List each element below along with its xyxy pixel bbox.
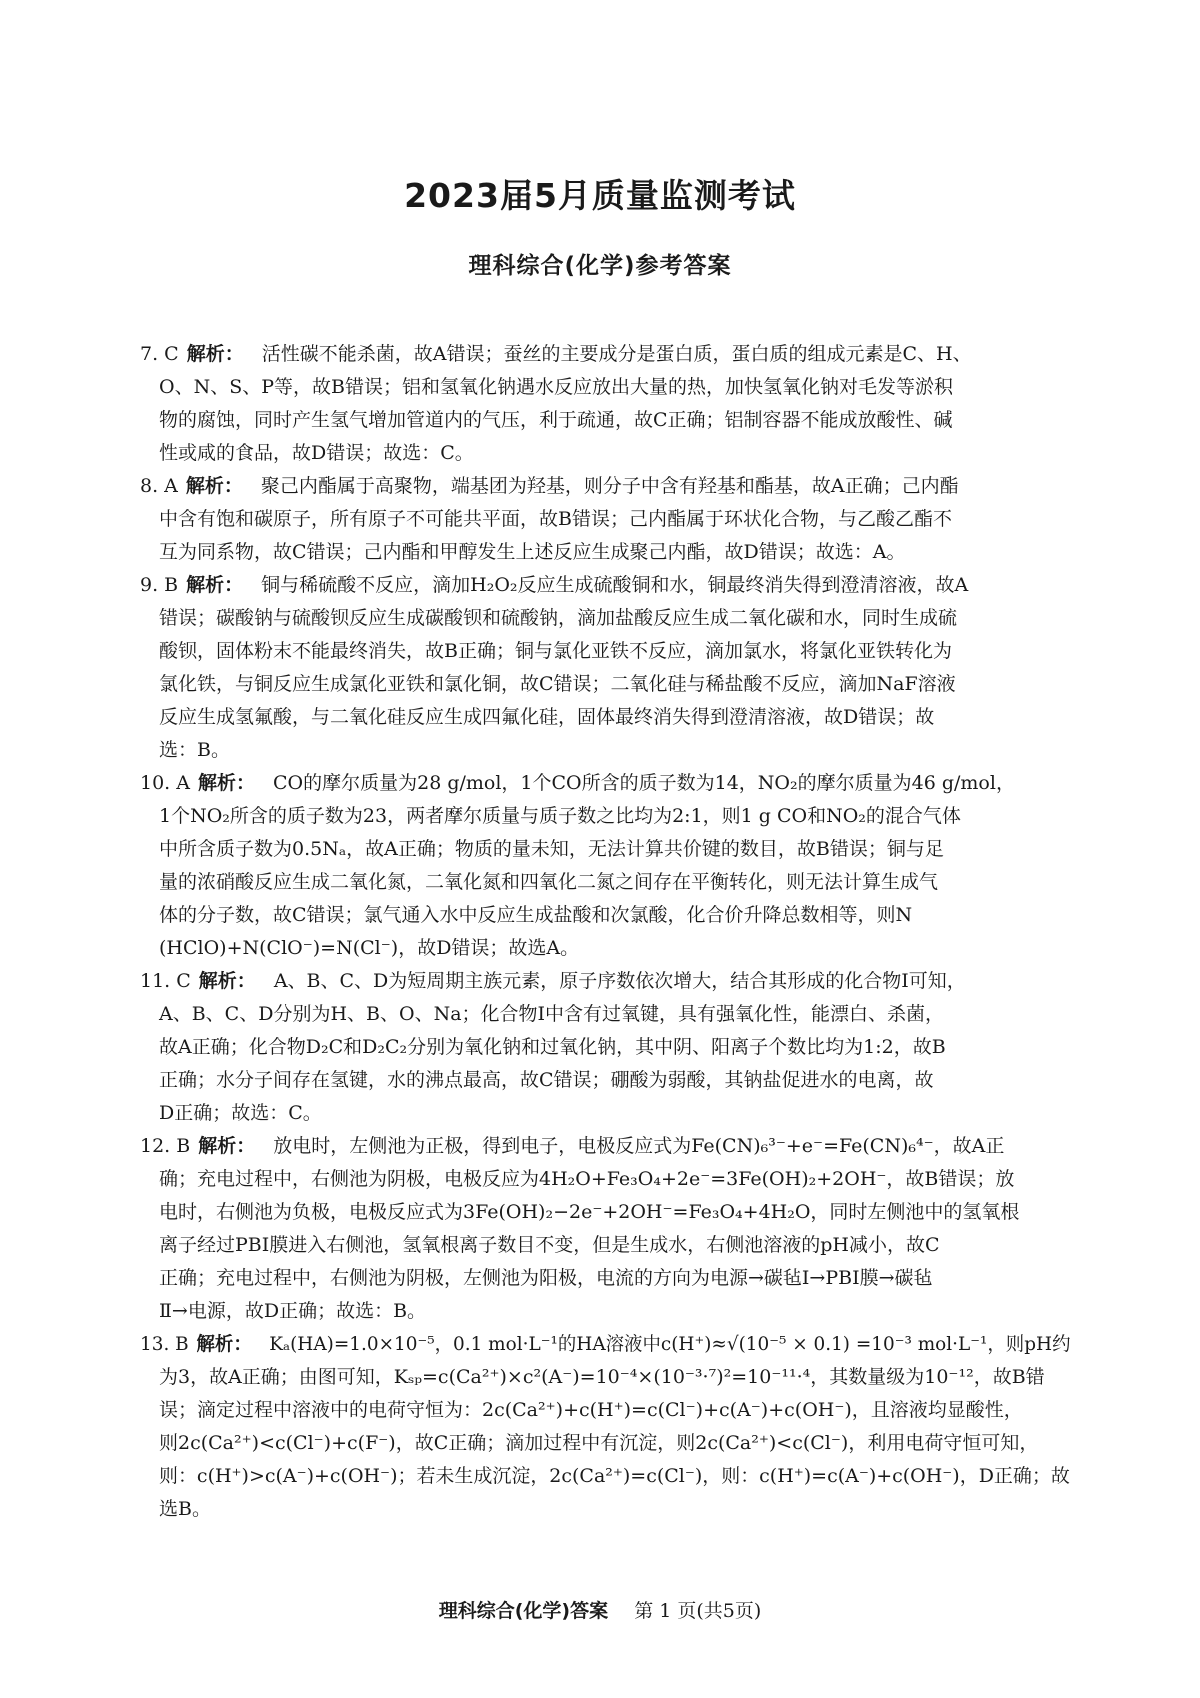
- answer-text: 确；充电过程中，右侧池为阴极，电极反应为4H₂O+Fe₃O₄+2e⁻=3Fe(OH)₂+2OH⁻，故B错误；放: [159, 1168, 1015, 1190]
- answer-line: [140, 404, 1070, 437]
- answer-text: Kₐ(HA)=1.0×10⁻⁵，0.1 mol·L⁻¹的HA溶液中c(H⁺)≈√(10⁻⁵ × 0.1) =10⁻³ mol·L⁻¹，则pH约: [269, 1333, 1071, 1355]
- answer-number: 13. B: [140, 1333, 189, 1355]
- answer-item: [140, 470, 1070, 569]
- answer-line: [140, 569, 1070, 602]
- analysis-label: 解析：: [196, 1333, 252, 1355]
- answer-item: [140, 767, 1070, 965]
- analysis-label: 解析：: [186, 574, 244, 596]
- answer-line: [140, 1262, 1070, 1295]
- answer-line: [140, 800, 1070, 833]
- answer-line: [140, 1361, 1070, 1394]
- answer-text: (HClO)+N(ClO⁻)=N(Cl⁻)，故D错误；故选A。: [159, 937, 580, 959]
- answer-line: [140, 635, 1070, 668]
- answer-text: 正确；水分子间存在氢键，水的沸点最高，故C错误；硼酸为弱酸，其钠盐促进水的电离，故: [159, 1069, 934, 1091]
- analysis-label: 解析：: [186, 343, 244, 365]
- footer-page-number: 第 1 页(共5页): [634, 1600, 762, 1622]
- answer-text: 铜与稀硫酸不反应，滴加H₂O₂反应生成硫酸铜和水，铜最终消失得到澄清溶液，故A: [261, 574, 969, 596]
- answer-text: 错误；碳酸钠与硫酸钡反应生成碳酸钡和硫酸钠，滴加盐酸反应生成二氧化碳和水，同时生成硫: [159, 607, 958, 629]
- answer-line: [140, 767, 1070, 800]
- answer-text: Ⅱ→电源，故D正确；故选：B。: [159, 1300, 427, 1322]
- answer-text: 则2c(Ca²⁺)<c(Cl⁻)+c(F⁻)，故C正确；滴加过程中有沉淀，则2c(Ca²⁺)<c(Cl⁻)，利用电荷守恒可知，: [159, 1432, 1039, 1454]
- answer-text: 反应生成氢氟酸，与二氧化硅反应生成四氟化硅，固体最终消失得到澄清溶液，故D错误；故: [159, 706, 935, 728]
- answer-text: 离子经过PBI膜进入右侧池，氢氧根离子数目不变，但是生成水，右侧池溶液的pH减小，故C: [159, 1234, 940, 1256]
- answer-text: 性或咸的食品，故D错误；故选：C。: [159, 442, 474, 464]
- answer-text: 放电时，左侧池为正极，得到电子，电极反应式为Fe(CN)₆³⁻+e⁻=Fe(CN)₆⁴⁻，故A正: [273, 1135, 1005, 1157]
- answer-item: [140, 1130, 1070, 1328]
- answer-line: [140, 602, 1070, 635]
- answer-line: [140, 965, 1070, 998]
- answer-line: [140, 998, 1070, 1031]
- page-title: 2023届5月质量监测考试: [404, 176, 796, 215]
- answer-text: 量的浓硝酸反应生成二氧化氮，二氧化氮和四氧化二氮之间存在平衡转化，则无法计算生成气: [159, 871, 939, 893]
- footer-title: 理科综合(化学)答案: [438, 1600, 609, 1622]
- answer-line: [140, 1460, 1069, 1493]
- answer-line: [140, 371, 1070, 404]
- answer-text: 聚己内酯属于高聚物，端基团为羟基，则分子中含有羟基和酯基，故A正确；己内酯: [260, 475, 959, 497]
- answer-text: 物的腐蚀，同时产生氢气增加管道内的气压，利于疏通，故C正确；铝制容器不能成放酸性、碱: [159, 409, 953, 431]
- answer-line: [140, 1427, 1070, 1460]
- answer-text: A、B、C、D为短周期主族元素，原子序数依次增大，结合其形成的化合物Ⅰ可知，: [273, 970, 966, 992]
- answer-number: 9. B: [140, 574, 179, 596]
- answer-line: [140, 866, 1070, 899]
- answer-line: [140, 338, 1070, 371]
- answer-text: 中所含质子数为0.5Nₐ，故A正确；物质的量未知，无法计算共价键的数目，故B错误；铜与足: [159, 838, 944, 860]
- answer-text: 电时，右侧池为负极，电极反应式为3Fe(OH)₂−2e⁻+2OH⁻=Fe₃O₄+4H₂O，同时左侧池中的氢氧根: [159, 1201, 1020, 1223]
- answer-line: [140, 1328, 1071, 1361]
- analysis-label: 解析：: [185, 475, 243, 497]
- answer-line: [140, 668, 1070, 701]
- answer-line: [140, 1097, 1070, 1130]
- answer-text: 酸钡，固体粉末不能最终消失，故B正确；铜与氯化亚铁不反应，滴加氯水，将氯化亚铁转化为: [159, 640, 952, 662]
- answer-text: A、B、C、D分别为H、B、O、Na；化合物Ⅰ中含有过氧键，具有强氧化性，能漂白、杀菌，: [159, 1003, 945, 1025]
- answer-text: 为3，故A正确；由图可知，Kₛₚ=c(Ca²⁺)×c²(A⁻)=10⁻⁴×(10⁻³·⁷)²=10⁻¹¹·⁴，其数量级为10⁻¹²，故B错: [159, 1366, 1045, 1388]
- answer-text: D正确；故选：C。: [159, 1102, 322, 1124]
- answer-line: [140, 1064, 1070, 1097]
- answer-line: [140, 833, 1070, 866]
- page-footer: [0, 1596, 1200, 1623]
- answer-line: [140, 1163, 1070, 1196]
- answer-line: [140, 1394, 1070, 1427]
- answer-line: [140, 1295, 1070, 1328]
- analysis-label: 解析：: [197, 772, 255, 794]
- answer-text: 误；滴定过程中溶液中的电荷守恒为：2c(Ca²⁺)+c(H⁺)=c(Cl⁻)+c(A⁻)+c(OH⁻)，且溶液均显酸性，: [159, 1399, 1023, 1421]
- answer-text: 故A正确；化合物D₂C和D₂C₂分别为氧化钠和过氧化钠，其中阴、阳离子个数比均为1:2，故B: [159, 1036, 946, 1058]
- answer-item: [140, 569, 1070, 767]
- answer-line: [140, 1229, 1070, 1262]
- answer-text: 则：c(H⁺)>c(A⁻)+c(OH⁻)；若未生成沉淀，2c(Ca²⁺)=c(Cl⁻)，则：c(H⁺)=c(A⁻)+c(OH⁻)，D正确；故: [158, 1465, 1070, 1487]
- answer-line: [140, 899, 1070, 932]
- answer-text: 正确；充电过程中，右侧池为阴极，左侧池为阳极，电流的方向为电源→碳毡Ⅰ→PBI膜→碳毡: [159, 1267, 933, 1289]
- answer-text: 活性碳不能杀菌，故A错误；蚕丝的主要成分是蛋白质，蛋白质的组成元素是C、H、: [261, 343, 972, 365]
- answer-line: [140, 536, 1070, 569]
- answer-item: [140, 338, 1070, 470]
- answer-number: 7. C: [140, 343, 179, 365]
- answer-item: [140, 1328, 1070, 1526]
- answer-line: [140, 1130, 1070, 1163]
- answer-number: 8. A: [140, 475, 178, 497]
- answer-text: CO的摩尔质量为28 g/mol，1个CO所含的质子数为14，NO₂的摩尔质量为46 g/mol，: [273, 772, 1015, 794]
- answer-text: 氯化铁，与铜反应生成氯化亚铁和氯化铜，故C错误；二氧化硅与稀盐酸不反应，滴加NaF溶液: [159, 673, 956, 695]
- answer-line: [140, 1493, 1070, 1526]
- analysis-label: 解析：: [198, 970, 256, 992]
- answer-line: [140, 734, 1070, 767]
- answer-line: [140, 1196, 1070, 1229]
- answer-number: 12. B: [140, 1135, 191, 1157]
- answer-line: [140, 503, 1070, 536]
- answer-text: 选：B。: [159, 739, 230, 761]
- answer-line: [140, 1031, 1070, 1064]
- answer-text: 互为同系物，故C错误；己内酯和甲醇发生上述反应生成聚己内酯，故D错误；故选：A。: [159, 541, 906, 563]
- answer-number: 11. C: [140, 970, 191, 992]
- answer-text: 体的分子数，故C错误；氯气通入水中反应生成盐酸和次氯酸，化合价升降总数相等，则N: [159, 904, 913, 926]
- answer-text: 1个NO₂所含的质子数为23，两者摩尔质量与质子数之比均为2:1，则1 g CO和NO₂的混合气体: [159, 805, 961, 827]
- answer-line: [140, 470, 1070, 503]
- page-subtitle: 理科综合(化学)参考答案: [468, 253, 732, 279]
- answer-line: [140, 701, 1070, 734]
- answer-line: [140, 437, 1070, 470]
- answer-number: 10. A: [140, 772, 190, 794]
- answer-item: [140, 965, 1070, 1130]
- answer-line: [140, 932, 1070, 965]
- answer-text: 中含有饱和碳原子，所有原子不可能共平面，故B错误；己内酯属于环状化合物，与乙酸乙酯不: [159, 508, 952, 530]
- analysis-label: 解析：: [198, 1135, 256, 1157]
- answer-text: O、N、S、P等，故B错误；铝和氢氧化钠遇水反应放出大量的热，加快氢氧化钠对毛发等淤积: [159, 376, 953, 398]
- answer-list: [140, 338, 1070, 1526]
- answer-text: 选B。: [159, 1498, 211, 1520]
